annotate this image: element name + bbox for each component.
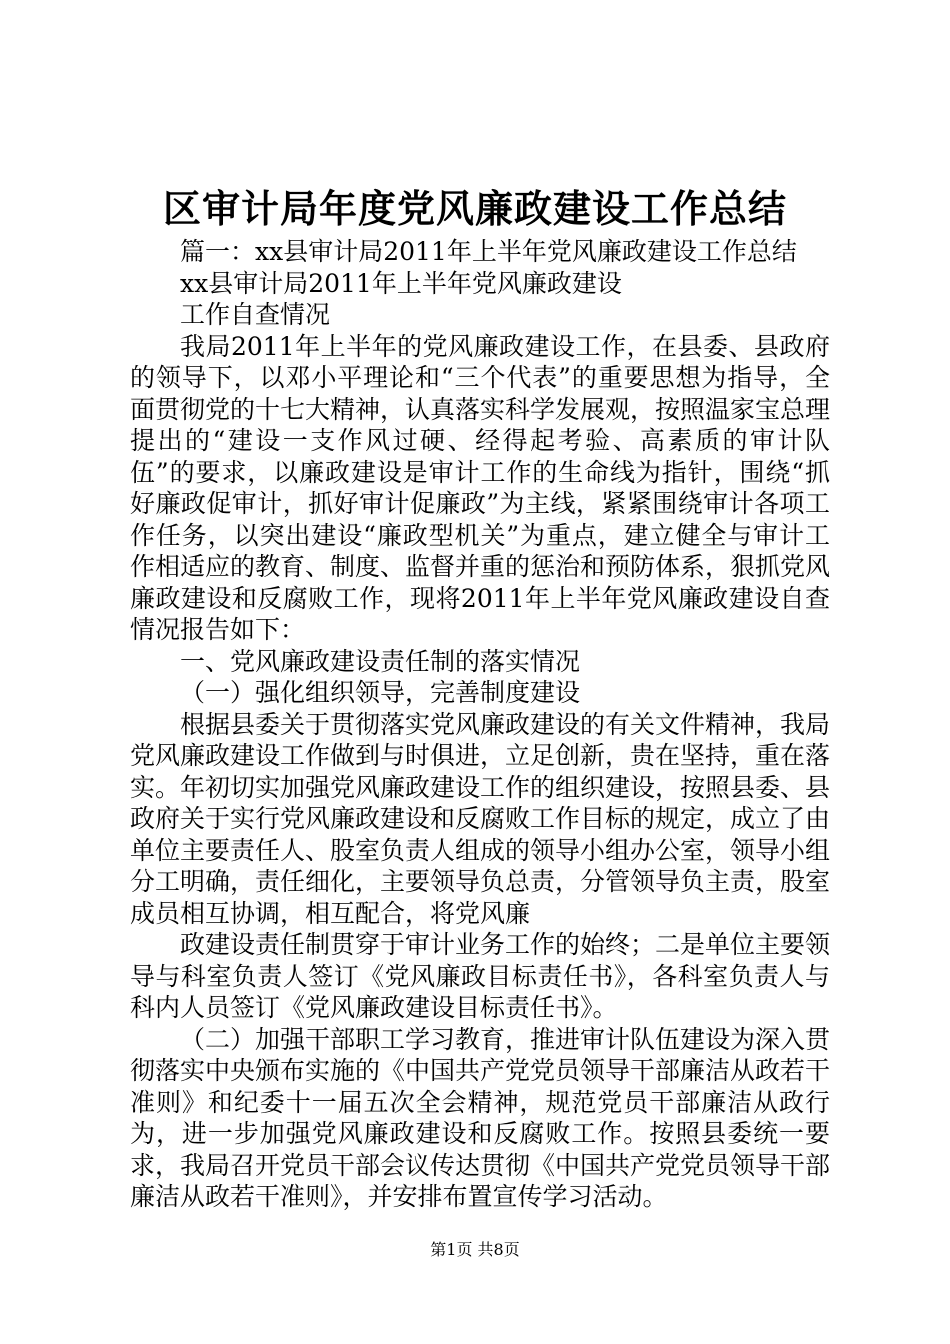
paragraph: 我局2011年上半年的党风廉政建设工作，在县委、县政府的领导下，以邓小平理论和“三个代表”的重要思想为指导，全面贯彻党的十七大精神，认真落实科学发展观，按照温家宝总理提出的“建设一支作风过硬、经得起考验、高素质的审计队伍”的要求，以廉政建设是审计工作的生命线为指针，围绕“抓好廉政促审计，抓好审计促廉政”为主线，紧紧围绕审计各项工作任务，以突出建设“廉政型机关”为重点，建立健全与审计工作相适应的教育、制度、监督并重的惩治和预防体系，狠抓党风廉政建设和反腐败工作，现将2011年上半年党风廉政建设自查情况报告如下： bbox=[130, 331, 831, 644]
subsection-heading: （一）强化组织领导，完善制度建设 bbox=[180, 678, 581, 707]
paragraph: （二）加强干部职工学习教育，推进审计队伍建设为深入贯彻落实中央颁布实施的《中国共产党党员领导干部廉洁从政若干准则》和纪委十一届五次全会精神，规范党员干部廉洁从政行为，进一步加强党风廉政建设和反腐败工作。按照县委统一要求，我局召开党员干部会议传达贯彻《中国共产党党员领导干部廉洁从政若干准则》，并安排布置宣传学习活动。 bbox=[130, 1024, 831, 1211]
section-heading: 一、党风廉政建设责任制的落实情况 bbox=[180, 646, 581, 676]
paragraph: 工作自查情况 bbox=[180, 300, 331, 329]
paragraph: xx县审计局2011年上半年党风廉政建设 bbox=[180, 268, 622, 298]
paragraph: 政建设责任制贯穿于审计业务工作的始终；二是单位主要领导与科室负责人签订《党风廉政目标责任书》，各科室负责人与科内人员签订《党风廉政建设目标责任书》。 bbox=[130, 930, 831, 1022]
document-title: 区审计局年度党风廉政建设工作总结 bbox=[162, 186, 787, 231]
paragraph: 根据县委关于贯彻落实党风廉政建设的有关文件精神，我局党风廉政建设工作做到与时俱进，立足创新，贵在坚持，重在落实。年初切实加强党风廉政建设工作的组织建设，按照县委、县政府关于实行党风廉政建设和反腐败工作目标的规定，成立了由单位主要责任人、股室负责人组成的领导小组办公室，领导小组分工明确，责任细化，主要领导负总责，分管领导负主责，股室成员相互协调，相互配合，将党风廉 bbox=[130, 709, 831, 928]
document-body bbox=[130, 236, 830, 1213]
page-footer: 第1页 共8页 bbox=[430, 1240, 520, 1259]
paragraph: 篇一：xx县审计局2011年上半年党风廉政建设工作总结 bbox=[180, 237, 797, 266]
